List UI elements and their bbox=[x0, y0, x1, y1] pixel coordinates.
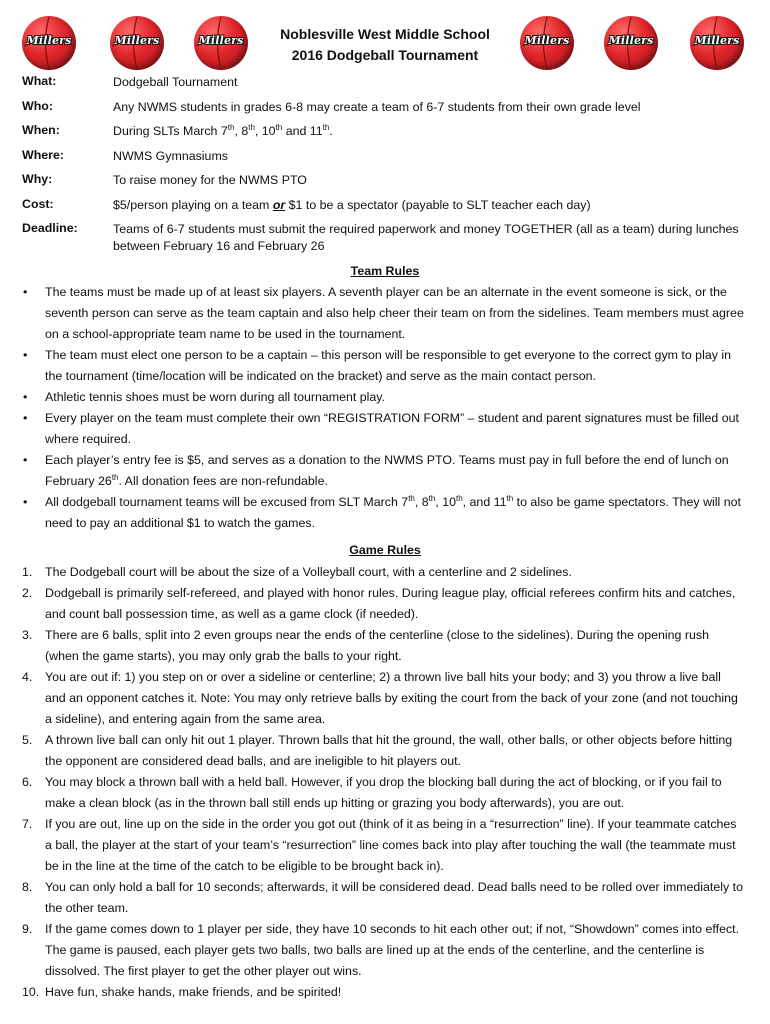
ordinal-suffix: th bbox=[455, 493, 463, 503]
cost-text: $1 to be a spectator (payable to SLT teacher each day) bbox=[285, 197, 591, 212]
item-number: 8. bbox=[22, 880, 33, 894]
bullet-icon: • bbox=[23, 348, 28, 362]
event-info bbox=[22, 74, 742, 261]
list-item bbox=[22, 730, 744, 772]
document-title bbox=[255, 24, 515, 66]
info-value: Any NWMS students in grades 6-8 may create a team of 6-7 students from their own grade level bbox=[113, 99, 641, 114]
millers-logo-1 bbox=[22, 16, 76, 70]
item-number: 6. bbox=[22, 775, 33, 789]
info-label: Cost: bbox=[22, 196, 54, 211]
bullet-icon: • bbox=[23, 390, 28, 404]
bullet-icon: • bbox=[23, 285, 28, 299]
info-value: To raise money for the NWMS PTO bbox=[113, 173, 307, 187]
game-rules-heading: Game Rules bbox=[349, 543, 421, 557]
rule-text: The Dodgeball court will be about the size of a Volleyball court, with a centerline and 2 sidelines. bbox=[45, 565, 572, 579]
logo-text: Millers bbox=[198, 34, 244, 47]
rule-text: Have fun, shake hands, make friends, and be spirited! bbox=[45, 985, 342, 999]
info-label: Where: bbox=[22, 147, 64, 162]
info-who bbox=[22, 99, 742, 124]
item-number: 1. bbox=[22, 565, 33, 579]
rule-text: , 8 bbox=[414, 495, 429, 509]
item-number: 10. bbox=[22, 985, 40, 999]
info-what bbox=[22, 74, 742, 99]
info-deadline bbox=[22, 221, 742, 261]
rule-text: Each player’s entry fee is $5, and serves as a donation to the NWMS PTO. Teams must pay in full before the end of lunch on February 26 bbox=[45, 453, 729, 488]
game-rules-list bbox=[22, 562, 744, 1003]
list-item bbox=[22, 772, 744, 814]
ordinal-suffix: th bbox=[428, 493, 436, 503]
ordinal-suffix: th bbox=[111, 472, 119, 482]
item-number: 4. bbox=[22, 670, 33, 684]
rule-text: All dodgeball tournament teams will be excused from SLT March 7 bbox=[45, 495, 409, 509]
info-value bbox=[113, 123, 743, 140]
rule-text: You can only hold a ball for 10 seconds; afterwards, it will be considered dead. Dead balls need to be rolled over immediately to the other team. bbox=[45, 880, 743, 915]
millers-logo-6 bbox=[690, 16, 744, 70]
list-item bbox=[22, 562, 744, 583]
list-item bbox=[22, 450, 744, 492]
list-item bbox=[22, 625, 744, 667]
rule-text: , 10 bbox=[435, 495, 456, 509]
info-label: When: bbox=[22, 123, 60, 137]
ordinal-suffix: th bbox=[408, 493, 415, 503]
list-item bbox=[22, 583, 744, 625]
info-value bbox=[113, 197, 743, 214]
list-item bbox=[22, 919, 744, 982]
bullet-icon: • bbox=[23, 411, 28, 425]
list-item bbox=[22, 492, 744, 534]
logo-text: Millers bbox=[694, 34, 740, 47]
list-item bbox=[22, 814, 744, 877]
when-text: During SLTs March 7 bbox=[113, 124, 228, 138]
item-number: 9. bbox=[22, 922, 33, 936]
rule-text: to also be game spectators. They will not need to pay an additional $1 to watch the games. bbox=[45, 495, 741, 530]
team-rules-list bbox=[22, 282, 744, 534]
info-label: Why: bbox=[22, 172, 53, 186]
when-text: . bbox=[329, 124, 333, 138]
header bbox=[0, 16, 770, 76]
item-number: 2. bbox=[22, 586, 33, 600]
logo-text: Millers bbox=[524, 34, 570, 47]
list-item bbox=[22, 345, 744, 387]
millers-logo-5 bbox=[604, 16, 658, 70]
rule-text: You may block a thrown ball with a held ball. However, if you drop the blocking ball during the act of blocking, or if you fail to make a clean block (as in the thrown ball still ends up hitting or grazing you body afterwards), you are out. bbox=[45, 775, 722, 810]
bullet-icon: • bbox=[23, 453, 28, 467]
list-item bbox=[22, 282, 744, 345]
when-text: , 10 bbox=[254, 124, 276, 138]
info-where bbox=[22, 148, 742, 173]
info-why bbox=[22, 172, 742, 197]
rule-text: The teams must be made up of at least six players. A seventh player can be an alternate in the event someone is sick, or the seventh person can serve as the team captain and also help cheer their team on from the sidelines. Team members must agree on a school-appropriate team name to be used in the tournament. bbox=[45, 285, 744, 341]
rule-text: Every player on the team must complete their own “REGISTRATION FORM” – student and parent signatures must be filled out where required. bbox=[45, 411, 739, 446]
title-school: Noblesville West Middle School bbox=[280, 26, 490, 42]
rule-text: Athletic tennis shoes must be worn during all tournament play. bbox=[45, 390, 386, 404]
or-emphasis: or bbox=[272, 197, 286, 212]
ordinal-suffix: th bbox=[275, 122, 283, 132]
rule-text: You are out if: 1) you step on or over a sideline or centerline; 2) a thrown live ball hits your body; and 3) you throw a live ball and an opponent catches it. Note: You may only retrieve balls by exiting the court from the back of your zone (and not touching a sideline), and entering again from the same area. bbox=[45, 670, 738, 726]
item-number: 5. bbox=[22, 733, 33, 747]
rule-text: The team must elect one person to be a captain – this person will be responsible to get everyone to the correct gym to play in the tournament (time/location will be indicated on the bracket) and serve as the main contact person. bbox=[45, 348, 731, 383]
info-value: NWMS Gymnasiums bbox=[113, 148, 228, 163]
logo-text: Millers bbox=[608, 34, 654, 47]
millers-logo-3 bbox=[194, 16, 248, 70]
title-event: 2016 Dodgeball Tournament bbox=[291, 47, 479, 63]
info-label: Deadline: bbox=[22, 221, 78, 235]
rule-text: If the game comes down to 1 player per side, they have 10 seconds to hit each other out; if not, “Showdown” comes into effect. The game is paused, each player gets two balls, two balls are lined up at the ends of the centerline, and the centerline is dissolved. The first player to get the other player out wins. bbox=[45, 922, 740, 978]
rule-text: There are 6 balls, split into 2 even groups near the ends of the centerline (close to the sidelines). During the opening rush (when the game starts), you may only grab the balls to your right. bbox=[45, 628, 709, 663]
ordinal-suffix: th bbox=[506, 493, 514, 503]
rule-text: Dodgeball is primarily self-refereed, and played with honor rules. During league play, official referees confirm hits and catches, and count ball possession time, as well as a game clock (if needed). bbox=[45, 586, 736, 621]
rule-text: , and 11 bbox=[462, 495, 507, 509]
rule-text: A thrown live ball can only hit out 1 player. Thrown balls that hit the ground, the wall, other balls, or other objects before hitting the opponent are considered dead balls, and are ineligible to hit players out. bbox=[45, 733, 733, 768]
rule-text: . All donation fees are non-refundable. bbox=[118, 474, 328, 488]
info-cost bbox=[22, 197, 742, 222]
info-value: Dodgeball Tournament bbox=[113, 75, 238, 89]
info-label: Who: bbox=[22, 98, 53, 113]
logo-text: Millers bbox=[114, 34, 160, 47]
when-text: and 11 bbox=[282, 124, 323, 138]
list-item bbox=[22, 667, 744, 730]
millers-logo-4 bbox=[520, 16, 574, 70]
info-when bbox=[22, 123, 742, 148]
when-text: , 8 bbox=[234, 124, 249, 138]
ordinal-suffix: th bbox=[322, 122, 330, 132]
rule-text: If you are out, line up on the side in the order you got out (think of it as being in a “resurrection” line). If your teammate catches a ball, the player at the start of your team’s “resurrection” line comes back into play after touching the wall (the teammate must be in the line at the time of the catch to be eligible to be brought back in). bbox=[45, 817, 737, 873]
list-item bbox=[22, 877, 744, 919]
list-item bbox=[22, 387, 744, 408]
item-number: 7. bbox=[22, 817, 33, 831]
team-rules-heading: Team Rules bbox=[350, 264, 420, 278]
millers-logo-2 bbox=[110, 16, 164, 70]
ordinal-suffix: th bbox=[248, 122, 255, 132]
logo-text: Millers bbox=[26, 34, 72, 47]
info-value: Teams of 6-7 students must submit the required paperwork and money TOGETHER (all as a team) during lunches between February 16 and February 26 bbox=[113, 222, 739, 253]
ordinal-suffix: th bbox=[227, 122, 235, 132]
list-item bbox=[22, 982, 744, 1003]
item-number: 3. bbox=[22, 628, 33, 642]
list-item bbox=[22, 408, 744, 450]
bullet-icon: • bbox=[23, 495, 28, 509]
info-label: What: bbox=[22, 74, 57, 88]
cost-text: $5/person playing on a team bbox=[113, 197, 273, 212]
